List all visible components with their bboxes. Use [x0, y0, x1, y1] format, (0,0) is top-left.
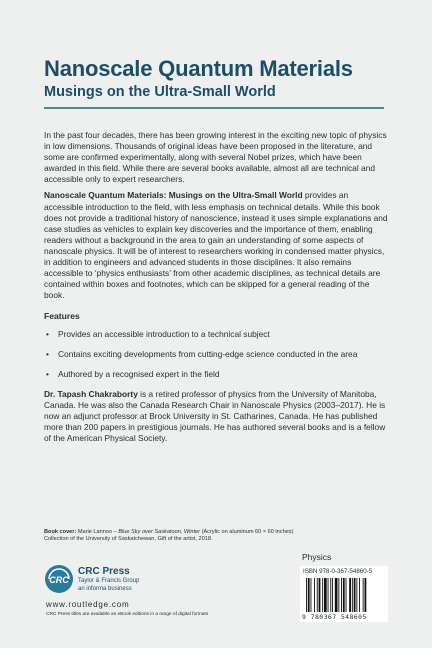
barcode-bar [314, 578, 315, 612]
intro-paragraph: In the past four decades, there has been growing interest in the exciting new topic of physics in low dimensions. Thousands of original ideas have been proposed in the literature, and some are confirmed experimentally, along with several Nobel prizes, which have been awarded in this field. While there are several books available, almost all are technical and accessible only to expert researchers. [44, 130, 387, 185]
cover-credit-medium: (Acrylic on aluminum 60 × 60 inches) [200, 529, 294, 535]
features-heading: Features [44, 311, 80, 322]
cover-credit-label: Book cover: [44, 529, 77, 535]
book-subtitle: Musings on the Ultra-Small World [44, 84, 276, 100]
publisher-group: Taylor & Francis Group [78, 578, 140, 584]
publisher-informa: an informa business [78, 586, 132, 592]
barcode-bar [356, 578, 357, 612]
barcode-bar [324, 578, 327, 612]
barcode-bar [306, 578, 307, 612]
publisher-url[interactable]: www.routledge.com [46, 600, 130, 609]
book-title: Nanoscale Quantum Materials [44, 56, 353, 81]
feature-item: • Contains exciting developments from cutting-edge science conducted in the area [44, 349, 389, 360]
description-text: provides an accessible introduction to the field, with less emphasis on technical details. While this book does not provide a traditional history of nanoscience, instead it uses simple explanations and case studies as vehicles to explain key discoveries and the importance of them, enabling readers without a background in the area to gain an understanding of some aspects of nanoscale physics. It will be of interest to researchers working in condensed matter physics, in addition to engineers and advanced students in those disciplines. It also remains accessible to ‘physics enthusiasts’ from other academic disciplines, as technical details are contained within boxes and footnotes, which can be skipped for a general reading of the book. [44, 190, 388, 301]
author-bio: is a retired professor of physics from the University of Manitoba, Canada. He was also the Canada Research Chair in Nanoscale Physics (2003–2017). He is now an adjunct professor at Brock University in St. Catharines, Canada. He has published more than 200 papers in prestigious journals. He has authored several books and is a fellow of the American Physical Society. [44, 388, 386, 444]
barcode-bar [328, 578, 329, 612]
publisher-name: CRC Press [78, 566, 130, 577]
crc-logo-text: CRC [49, 575, 69, 585]
feature-item: • Authored by a recognised expert in the field [44, 369, 389, 380]
barcode-bar [363, 578, 364, 612]
category-label: Physics [302, 552, 332, 562]
publisher-block [44, 562, 264, 622]
barcode-bar [341, 578, 342, 612]
barcode-digits: 9 780367 548605 [302, 613, 367, 621]
back-cover-text [44, 130, 389, 449]
barcode-bar [335, 578, 338, 612]
barcode-box [300, 566, 388, 622]
isbn: ISBN 978-0-367-54860-5 [303, 568, 373, 575]
cover-credit [44, 529, 389, 543]
barcode-bar [338, 578, 339, 612]
barcode-bar [365, 578, 367, 612]
features-list [44, 329, 389, 380]
description-book-title: Nanoscale Quantum Materials: Musings on the Ultra-Small World [44, 190, 303, 201]
author-name: Dr. Tapash Chakraborty [44, 388, 138, 399]
barcode-bar [343, 578, 345, 612]
cover-credit-line2: Collection of the University of Saskatchewan, Gift of the artist, 2018. [44, 536, 213, 543]
ebook-note: CRC Press titles are available as eBook editions in a range of digital formats [46, 612, 209, 617]
barcode-bar [332, 578, 333, 612]
description-paragraph [44, 190, 389, 301]
barcode-icon [304, 578, 384, 612]
barcode-bar [330, 578, 331, 612]
barcode-bar [346, 578, 347, 612]
feature-item: • Provides an accessible introduction to a technical subject [44, 329, 389, 340]
title-divider [44, 107, 384, 109]
barcode-bar [317, 578, 318, 612]
barcode-bar [308, 578, 310, 612]
barcode-bar [319, 578, 321, 612]
cover-credit-artwork: Blue Sky over Saskatoon, Winter [118, 529, 201, 535]
cover-credit-artist: Marie Lannoo – [76, 529, 119, 535]
cover-credit-line1 [44, 529, 389, 536]
crc-logo-icon [44, 564, 74, 594]
author-paragraph [44, 389, 389, 444]
barcode-bar [322, 578, 323, 612]
barcode-bar [352, 578, 353, 612]
barcode-bar [359, 578, 360, 612]
barcode-bar [354, 578, 356, 612]
barcode-bar [311, 578, 312, 612]
barcode-bar [349, 578, 351, 612]
